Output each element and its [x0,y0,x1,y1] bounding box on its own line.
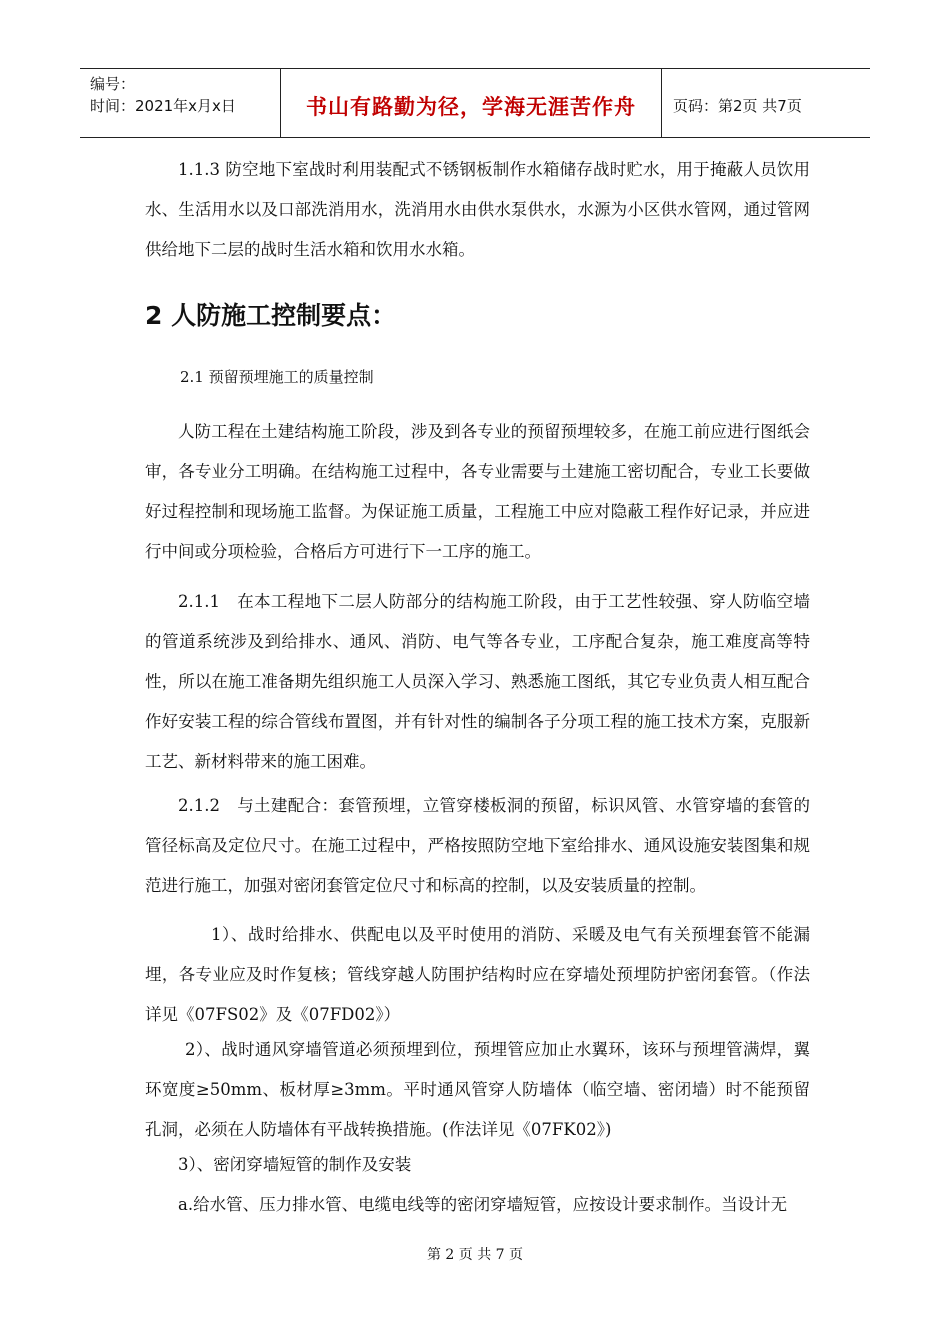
header-page-info: 页码：第2页 共7页 [673,97,802,115]
document-number-label: 编号： [90,75,136,93]
header-motto: 书山有路勤为径，学海无涯苦作舟 [306,95,636,119]
section-2-heading: 2 人防施工控制要点： [145,301,397,330]
paragraph-2-1: 人防工程在土建结构施工阶段，涉及到各专业的预留预埋较多，在施工前应进行图纸会审，各专业分工明确。在结构施工过程中，各专业需要与土建施工密切配合，专业工长要做好过程控制和现场施工监督。为保证施工质量，工程施工中应对隐蔽工程作好记录，并应进行中间或分项检验，合格后方可进行下一工序的施工。 [145,422,810,561]
header-page-cell [663,69,870,137]
list-item-2: 2）、战时通风穿墙管道必须预埋到位，预埋管应加止水翼环，该环与预埋管满焊，翼环宽度≥50mm、板材厚≥3mm。平时通风管穿人防墙体（临空墙、密闭墙）时不能预留孔洞，必须在人防墙体有平战转换措施。(作法详见《07FK02》) [145,1040,810,1139]
paragraph-1-1-3: 1.1.3 防空地下室战时利用装配式不锈钢板制作水箱储存战时贮水，用于掩蔽人员饮用水、生活用水以及口部洗消用水，洗消用水由供水泵供水，水源为小区供水管网，通过管网供给地下二层的战时生活水箱和饮用水水箱。 [145,160,810,259]
header-info-cell [80,69,281,137]
page-header [80,68,870,138]
paragraph-2-1-2: 2.1.2 与土建配合：套管预埋，立管穿楼板洞的预留，标识风管、水管穿墙的套管的管径标高及定位尺寸。在施工过程中，严格按照防空地下室给排水、通风设施安装图集和规范进行施工，加强对密闭套管定位尺寸和标高的控制，以及安装质量的控制。 [145,796,810,895]
header-motto-cell [281,69,662,137]
document-date: 时间：2021年x月x日 [90,97,236,115]
page-footer: 第 2 页 共 7 页 [426,1247,524,1263]
list-item-a: a.给水管、压力排水管、电缆电线等的密闭穿墙短管，应按设计要求制作。当设计无 [178,1195,788,1214]
paragraph-2-1-1: 2.1.1 在本工程地下二层人防部分的结构施工阶段，由于工艺性较强、穿人防临空墙的管道系统涉及到给排水、通风、消防、电气等各专业，工序配合复杂，施工难度高等特性，所以在施工准备期先组织施工人员深入学习、熟悉施工图纸，其它专业负责人相互配合作好安装工程的综合管线布置图，并有针对性的编制各子分项工程的施工技术方案，克服新工艺、新材料带来的施工困难。 [145,592,810,771]
list-item-3: 3）、密闭穿墙短管的制作及安装 [178,1155,412,1174]
list-item-1: 1）、战时给排水、供配电以及平时使用的消防、采暖及电气有关预埋套管不能漏埋，各专业应及时作复核；管线穿越人防围护结构时应在穿墙处预埋防护密闭套管。（作法详见《07FS02》及《07FD02》） [145,925,810,1024]
subsection-2-1-title: 2.1 预留预埋施工的质量控制 [180,368,374,386]
